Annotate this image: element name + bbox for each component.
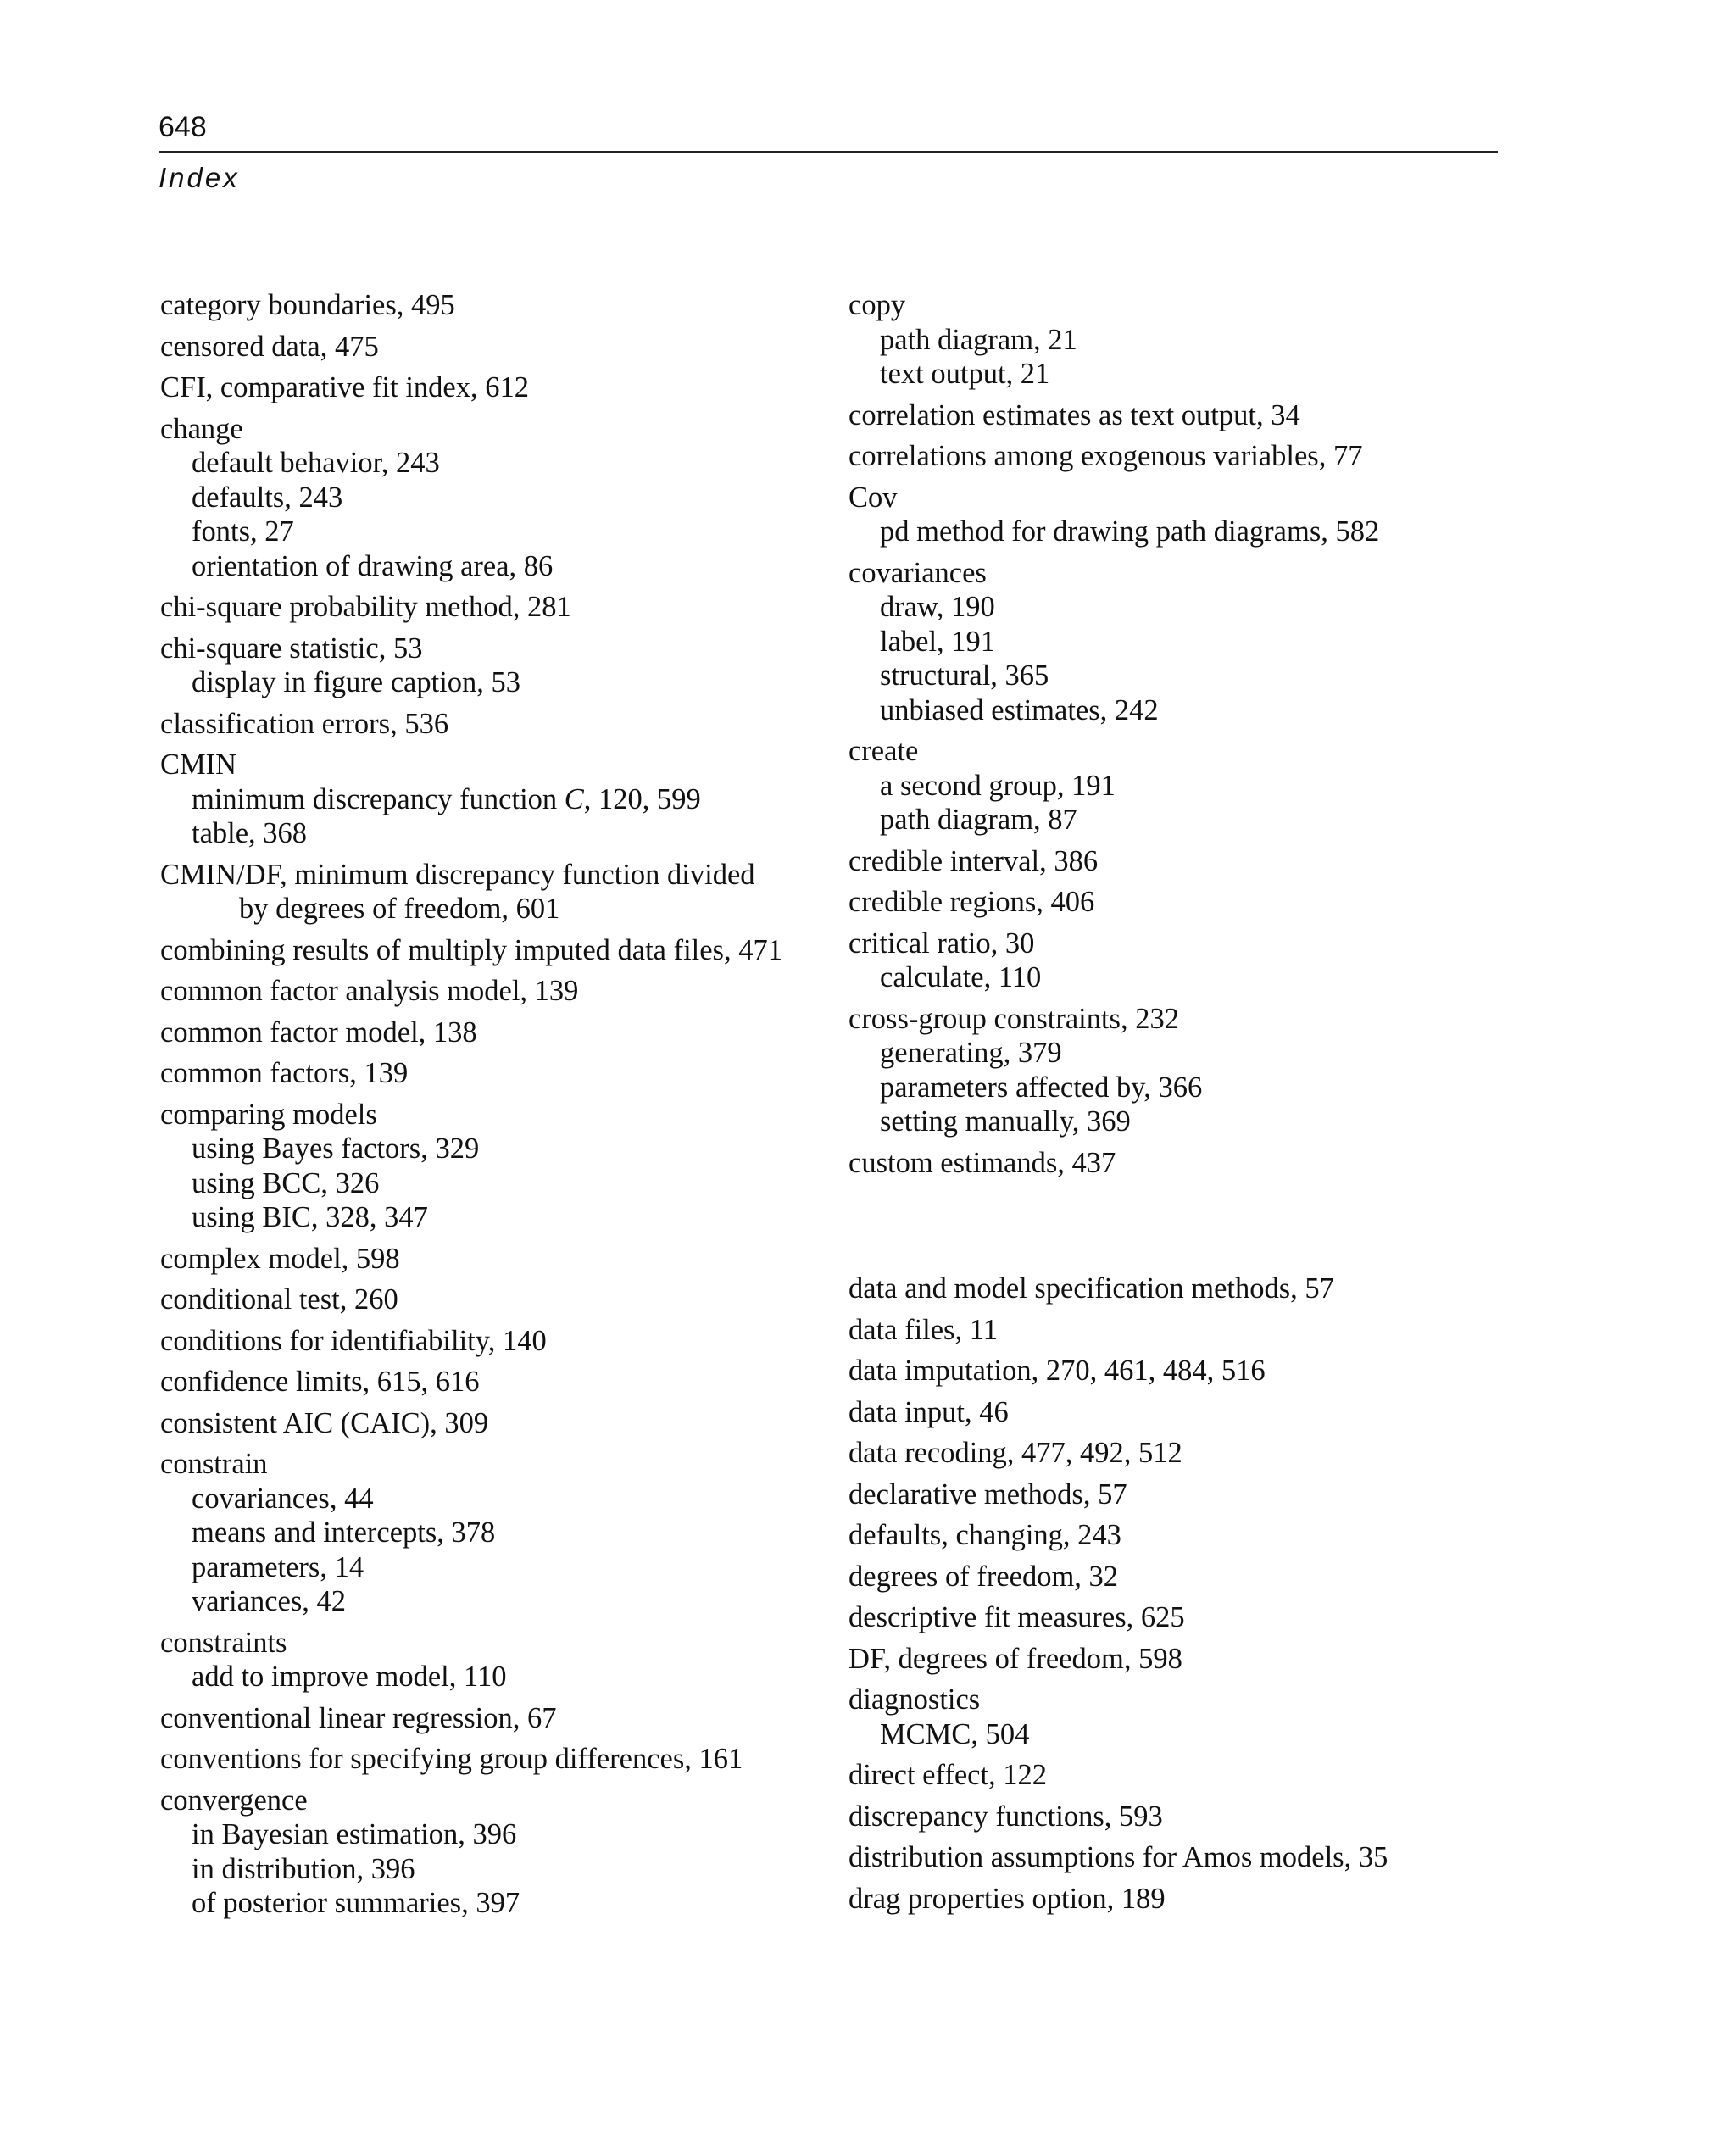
index-term: direct effect, 122 [849, 1759, 1048, 1791]
index-entry [160, 1701, 838, 1736]
index-term: CFI, comparative fit index, 612 [160, 371, 529, 403]
index-entry [849, 1395, 1493, 1430]
index-term: discrepancy functions, 593 [849, 1800, 1163, 1833]
index-entry [849, 926, 1493, 995]
index-subentry: parameters, 14 [192, 1550, 364, 1583]
index-term: chi-square probability method, 281 [160, 591, 571, 623]
index-entry [849, 556, 1493, 728]
index-entry [160, 1447, 838, 1619]
index-term: chi-square statistic, 53 [160, 632, 423, 665]
index-entry [160, 974, 838, 1009]
index-term: constraints [160, 1626, 287, 1659]
index-subentry: using BCC, 326 [192, 1166, 380, 1199]
index-entry [849, 734, 1493, 837]
index-term: distribution assumptions for Amos models, 35 [849, 1841, 1388, 1873]
index-entry [849, 1683, 1493, 1751]
index-term: conditional test, 260 [160, 1283, 398, 1316]
index-subentry: table, 368 [192, 817, 308, 849]
index-subentry: unbiased estimates, 242 [880, 693, 1159, 726]
index-entry [849, 1518, 1493, 1553]
index-term: declarative methods, 57 [849, 1477, 1127, 1511]
index-subentry: structural, 365 [880, 659, 1049, 692]
index-term: common factors, 139 [160, 1057, 409, 1089]
index-subentry: label, 191 [880, 625, 996, 658]
index-subentry: using BIC, 328, 347 [192, 1201, 428, 1233]
index-term: defaults, changing, 243 [849, 1519, 1121, 1551]
index-subentry: defaults, 243 [192, 481, 343, 514]
index-subentry: path diagram, 21 [880, 323, 1077, 356]
index-subentry: using Bayes factors, 329 [192, 1132, 480, 1165]
index-subentry: orientation of drawing area, 86 [192, 549, 554, 582]
index-entry [160, 1324, 838, 1359]
index-subentry: a second group, 191 [880, 769, 1116, 802]
index-term: common factor analysis model, 139 [160, 975, 579, 1007]
index-column-left [160, 288, 838, 1928]
index-entry [160, 632, 838, 700]
index-term: credible interval, 386 [849, 844, 1099, 877]
index-term: Cov [849, 481, 898, 514]
index-entry [160, 1783, 838, 1921]
index-entry [160, 1056, 838, 1091]
index-entry [160, 1282, 838, 1317]
index-term: combining results of multiply imputed data files, 471 [160, 933, 782, 966]
index-entry [160, 330, 838, 364]
index-subentry: in distribution, 396 [192, 1852, 415, 1885]
index-term: diagnostics [849, 1683, 981, 1716]
index-subentry: fonts, 27 [192, 515, 294, 548]
index-entry [160, 707, 838, 742]
index-entry [160, 590, 838, 625]
index-entry [849, 1477, 1493, 1512]
subentry-pages: , 120, 599 [583, 782, 701, 815]
index-term: critical ratio, 30 [849, 926, 1035, 960]
index-entry [849, 1271, 1493, 1306]
index-entry [849, 1560, 1493, 1594]
index-term-continuation: by degrees of freedom, 601 [239, 893, 560, 925]
index-entry [849, 1002, 1493, 1139]
subentry-text: minimum discrepancy function [192, 782, 565, 815]
index-subentry: of posterior summaries, 397 [192, 1887, 520, 1919]
index-entry [160, 1098, 838, 1235]
index-term: confidence limits, 615, 616 [160, 1366, 480, 1398]
index-term: conditions for identifiability, 140 [160, 1324, 547, 1357]
index-term: change [160, 412, 243, 445]
index-term: convergence [160, 1783, 308, 1817]
index-term: classification errors, 536 [160, 707, 449, 740]
index-subentry: variances, 42 [192, 1585, 347, 1617]
index-entry [849, 844, 1493, 879]
index-entry [160, 288, 838, 323]
index-term: consistent AIC (CAIC), 309 [160, 1406, 489, 1439]
index-entry [160, 1365, 838, 1399]
index-term: correlations among exogenous variables, 77 [849, 440, 1363, 472]
index-entry [849, 439, 1493, 474]
index-entry [849, 481, 1493, 549]
index-subentry: default behavior, 243 [192, 447, 440, 479]
index-term: CMIN/DF, minimum discrepancy function divided [160, 858, 755, 891]
index-entry [160, 1626, 838, 1694]
index-term: CMIN [160, 748, 237, 781]
index-subentry: means and intercepts, 378 [192, 1516, 496, 1549]
index-entry [849, 1800, 1493, 1834]
index-subentry [160, 782, 838, 817]
index-term: data recoding, 477, 492, 512 [849, 1437, 1182, 1469]
index-entry [849, 1354, 1493, 1388]
running-head: Index [159, 162, 240, 193]
index-subentry: display in figure caption, 53 [192, 666, 521, 698]
index-subentry: calculate, 110 [880, 961, 1042, 993]
index-subentry: pd method for drawing path diagrams, 582 [880, 515, 1380, 548]
index-entry [849, 1600, 1493, 1635]
index-term: DF, degrees of freedom, 598 [849, 1642, 1182, 1675]
index-subentry: MCMC, 504 [880, 1717, 1030, 1750]
index-term: comparing models [160, 1098, 377, 1131]
index-term: conventions for specifying group differences, 161 [160, 1743, 743, 1775]
index-section-c [849, 288, 1493, 1180]
index-term: create [849, 735, 919, 767]
index-term: complex model, 598 [160, 1242, 400, 1275]
index-term: data and model specification methods, 57 [849, 1272, 1334, 1305]
index-entry [160, 370, 838, 405]
index-subentry: in Bayesian estimation, 396 [192, 1818, 517, 1850]
index-entry [849, 1840, 1493, 1875]
index-entry [849, 1758, 1493, 1793]
index-term: common factor model, 138 [160, 1015, 477, 1049]
index-entry [849, 288, 1493, 392]
index-entry [849, 1642, 1493, 1677]
index-subentry: generating, 379 [880, 1037, 1062, 1069]
section-gap [849, 1187, 1493, 1271]
index-subentry: text output, 21 [880, 358, 1050, 390]
index-term: category boundaries, 495 [160, 289, 455, 321]
index-entry [160, 858, 838, 926]
index-term: descriptive fit measures, 625 [849, 1601, 1185, 1633]
index-term: cross-group constraints, 232 [849, 1002, 1179, 1035]
index-entry [160, 1242, 838, 1277]
index-entry [160, 1742, 838, 1777]
index-entry [849, 1882, 1493, 1917]
index-entry [849, 1436, 1493, 1471]
index-term: censored data, 475 [160, 330, 379, 363]
index-term: degrees of freedom, 32 [849, 1560, 1119, 1593]
index-term: data imputation, 270, 461, 484, 516 [849, 1355, 1266, 1387]
index-term: data files, 11 [849, 1313, 998, 1346]
index-term: constrain [160, 1448, 268, 1480]
index-entry [160, 412, 838, 584]
index-entry [849, 1313, 1493, 1348]
index-subentry: draw, 190 [880, 591, 995, 623]
index-column-right [849, 288, 1493, 1922]
index-term: custom estimands, 437 [849, 1146, 1116, 1179]
index-entry [849, 398, 1493, 433]
index-term: credible regions, 406 [849, 886, 1095, 918]
index-subentry: covariances, 44 [192, 1482, 374, 1515]
header-rule [159, 151, 1498, 153]
index-subentry: path diagram, 87 [880, 804, 1077, 836]
index-term: conventional linear regression, 67 [160, 1701, 557, 1734]
index-entry [160, 748, 838, 851]
index-entry [160, 1406, 838, 1441]
index-entry [160, 933, 838, 968]
index-term: data input, 46 [849, 1395, 1009, 1428]
index-subentry: parameters affected by, 366 [880, 1071, 1203, 1104]
index-term: covariances [849, 556, 987, 589]
index-subentry: setting manually, 369 [880, 1105, 1131, 1138]
subentry-italic-symbol: C [564, 782, 584, 815]
index-subentry: add to improve model, 110 [192, 1661, 507, 1693]
index-term: correlation estimates as text output, 34 [849, 398, 1300, 431]
index-entry [160, 1015, 838, 1050]
index-entry [849, 1146, 1493, 1181]
index-section-d [849, 1271, 1493, 1916]
page-number: 648 [159, 111, 207, 143]
index-term: drag properties option, 189 [849, 1882, 1166, 1915]
index-entry [849, 885, 1493, 920]
index-term: copy [849, 289, 906, 321]
